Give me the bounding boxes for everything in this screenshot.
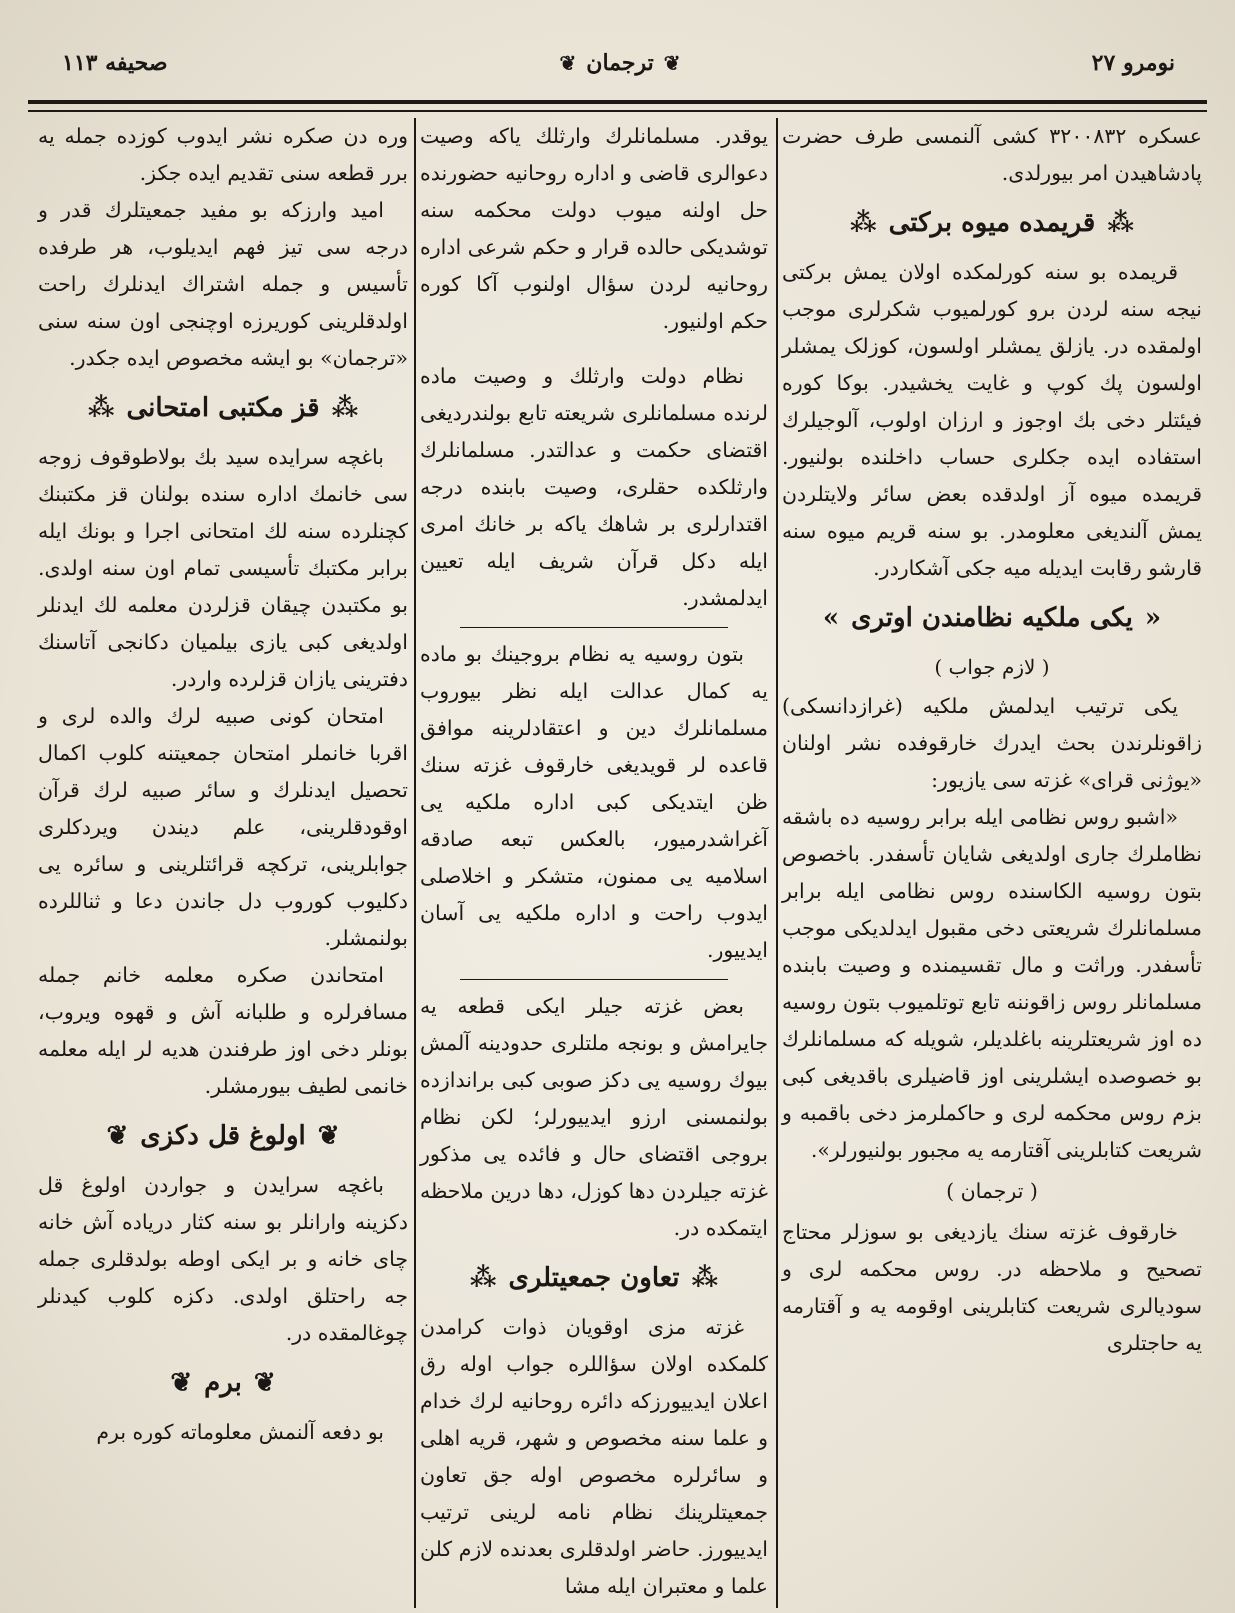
section-rule <box>460 979 728 980</box>
ornament-icon: ⁂ <box>691 1262 719 1293</box>
new-order-heading <box>782 593 1202 643</box>
intro-paragraph: عسکره ۳۲۰۰۸۳۲ کشی آلنمسی طرف حضرت پادشاهیدن امر بیورلدی. <box>782 124 1202 185</box>
coop-heading <box>420 1253 768 1303</box>
new-order-heading-text: یکی ملکیه نظامندن اوتری <box>851 602 1133 633</box>
ornament-icon: » <box>822 602 840 633</box>
right-column <box>782 118 1202 1362</box>
left-paragraph-2: امید وارزکه بو مفید جمعیتلرك قدر و درجه سی تیز فهم ایدیلوب، هر طرفده تأسیس و جمله اشتراك ایدنلرك راحت اولدقلرینی کوریرزه اوچنجی اون سنه سنی «ترجمان» بو ایشه مخصوص ایده جکدر. <box>38 198 408 370</box>
sea-heading <box>38 1111 408 1161</box>
sea-article: باغچه سرایدن و جواردن اولوغ قل دکزینه وارانلر بو سنه کثار دریاده آش خانه چای خانه و بر ایکی اوطه بولدقلری جمله جه راحتلق اولدی. دکزه کلوب کیدنلر چوغالمقده در. <box>38 1173 408 1345</box>
ornament-icon: ❦ <box>106 1120 129 1151</box>
masthead <box>520 50 720 76</box>
middle-paragraph-1: یوقدر. مسلمانلرك وارثلك یاکه وصیت دعوالری قاضی و اداره روحانیه حضورنده حل اولنه میوب دولت محکمه سنه توشدیکی حالده قرار و حکم شرعی اداره روحانیه لردن سؤال اولنوب آکا کوره حکم اولنیور. <box>420 124 768 333</box>
ornament-icon: ⁂ <box>850 207 877 238</box>
new-order-article-1: یکی ترتیب ایدلمش ملکیه (غرازدانسکی) زاقونلرندن بحث ایدرك خارقوفده نشر اولنان «یوژنی قرای» غزته سی یازیور: <box>782 694 1202 792</box>
girls-school-article-3: امتحاندن صکره معلمه خانم جمله مسافرلره و طلبانه آش و قهوه ویروب، بونلر دخی اوز طرفندن هدیه لر ایله معلمه خانمی لطیف بیورمشلر. <box>38 963 408 1098</box>
ornament-icon: ❦ <box>170 1367 193 1398</box>
section-rule <box>460 627 728 628</box>
closing-paragraph: خارقوف غزته سنك یازدیغی بو سوزلر محتاج تصحیح و ملاحظه در. روس محکمه لری و سودیالری شریعت کتابلرینی اوقومه یه و آقتارمه یه حاجتلری <box>782 1220 1202 1355</box>
sea-heading-text: اولوغ قل دکزی <box>140 1120 306 1151</box>
ornament-icon: « <box>1144 602 1162 633</box>
newspaper-title: ترجمان <box>586 50 654 76</box>
left-paragraph-1: وره دن صکره نشر ایدوب کوزده جمله یه برر قطعه سنی تقدیم ایده جکز. <box>38 124 408 185</box>
birm-article: بو دفعه آلنمش معلوماته کوره برم <box>96 1420 384 1444</box>
girls-school-heading <box>38 383 408 433</box>
middle-paragraph-2: نظام دولت وارثلك و وصیت ماده لرنده مسلمانلری شریعته تابع بولندردیغی اقتضای حکمت و عدالتدر. مسلمانلرك وارثلكده حقلری، وصیت بابنده درجه اقتدارلری بر شاهك یاکه بر خانك امری ایله دکل قرآن شریف ایله تعیین ایدلمشدر. <box>420 364 768 610</box>
column-divider-left <box>414 118 416 1608</box>
coop-heading-text: تعاون جمعیتلری <box>508 1262 680 1293</box>
birm-heading-text: برم <box>204 1367 242 1398</box>
signature: ( ترجمان ) <box>946 1179 1038 1203</box>
column-divider-right <box>776 118 778 1608</box>
girls-school-article-1: باغچه سرایده سید بك بولاطوقوف زوجه سی خانمك اداره سنده بولنان قز مکتبنك کچنلرده سنه لك امتحانی اجرا و بونك ایله برابر مکتبك تأسیسی تمام اون سنه اولدی. بو مکتبدن چیقان قزلردن معلمه لك ایدنلر اولدیغی کبی یازی بیلمیان دکانجی آتاسنك دفترینی یازان قزلرده واردر. <box>38 445 408 691</box>
crimea-heading <box>782 198 1202 248</box>
ornament-icon: ⁂ <box>1107 207 1134 238</box>
crimea-article: قریمده بو سنه کورلمکده اولان یمش برکتی نیجه سنه لردن برو کورلمیوب شکرلری موجب اولمقده در. یازلق یمشلر اولسون، کوزلک یمشلر اولسون پك کوپ و غایت یخشیدر. بوکا کوره فیئتلر دخی بك اوجوز و ارزان اولوب، آلوجیلرك استفاده ایده جکلری حساب داخلنده بولنیور. قریمده میوه آز اولدقده بعض سائر ولایتلردن یمش آلندیغی معلومدر. بو سنه قریم میوه سنه قارشو رقابت ایدیله میه جکی آشکاردر. <box>782 260 1202 580</box>
issue-number: نومرو ۲۷ <box>1091 50 1175 76</box>
ornament-icon: ❦ <box>253 1367 276 1398</box>
ornament-icon: ❦ <box>317 1120 340 1151</box>
new-order-subheading: ( لازم جواب ) <box>934 655 1050 679</box>
header-rule <box>28 100 1207 104</box>
middle-column <box>420 118 768 1605</box>
girls-school-heading-text: قز مکتبی امتحانی <box>126 392 320 423</box>
new-order-article-2: «اشبو روس نظامی ایله برابر روسیه ده باشقه نظاملرك جاری اولدیغی شایان تأسفدر. باخصوص بتون روسیه الکاسنده روس نظامی ایله برابر مسلمانلرك شریعتی دخی مقبول ایدلدیکی موجب تأسفدر. وراثت و مال تقسیمنده و وصیت بابنده مسلمانلر روس زاقوننه تابع توتلمیوب بتون روسیه ده اوز شریعتلرینه باغلدیلر، شویله که مسلمانلرك بو خصوصده ایشلرینی اوز قاضیلری باقدیغی کبی بزم روس محکمه لری و حاکملرمز دخی باقمبه و شریعت کتابلرینی آقتارمه یه مجبور بولنیورلر». <box>782 805 1202 1162</box>
left-column <box>38 118 408 1451</box>
coop-article: غزته مزی اوقویان ذوات کرامدن کلمکده اولان سؤاللره جواب اوله رق اعلان ایدییورزکه دائره روحانیه لرك خدام و علما سنه مخصوص و شهر، قریه اهلی و سائرلره مخصوص اوله جق تعاون جمعیتلرینك نظام نامه لرینی ترتیب ایدییورز. حاضر اولدقلری بعدنده لازم کلن علما و معتبران ایله مشا <box>420 1315 768 1598</box>
ornament-icon: ❦ <box>559 51 577 75</box>
girls-school-article-2: امتحان کونی صبیه لرك والده لری و اقربا خانملر امتحان جمعیتنه کلوب اکمال تحصیل ایدنلرك و سائر صبیه لرك قرآن اوقودقلرینی، علم دیندن ویردکلری جوابلرینی، ترکچه قرائتلرینی و سائره یی دکلیوب کوروب دل جاندن دعا و ثناللرده بولنمشلر. <box>38 704 408 950</box>
ornament-icon: ⁂ <box>87 392 115 423</box>
ornament-icon: ⁂ <box>469 1262 497 1293</box>
ornament-icon: ⁂ <box>331 392 359 423</box>
middle-paragraph-3: بتون روسیه یه نظام بروجینك بو ماده یه کمال عدالت ایله نظر بیوروب مسلمانلرك دین و اعتقادلرینه موافق قاعده لر قویدیغی خارقوف غزته سنك ظن ایتدیکی کبی اداره ملکیه یی آغراشدرمیور، بالعکس تبعه صادقه اسلامیه یی ممنون، متشکر و اخلاصلی ایدوب راحت و اداره ملکیه یی آسان ایدییور. <box>420 642 768 962</box>
crimea-heading-text: قریمده میوه برکتی <box>888 207 1096 238</box>
birm-heading <box>38 1358 408 1408</box>
page-number: صحیفه ۱۱۳ <box>62 50 168 76</box>
header-rule-thin <box>28 110 1207 112</box>
ornament-icon: ❦ <box>663 51 681 75</box>
middle-paragraph-4: بعض غزته جیلر ایکی قطعه یه جایرامش و بونجه ملتلری حدودینه آلمش بیوك روسیه یی دکز صوبی کبی براندازده بولنمسنی ارزو ایدییورلر؛ لکن نظام بروجی اقتضای حال و فائده یی مذکور غزته جیلردن دها کوزل، دها درین ملاحظه ایتمکده در. <box>420 994 768 1240</box>
